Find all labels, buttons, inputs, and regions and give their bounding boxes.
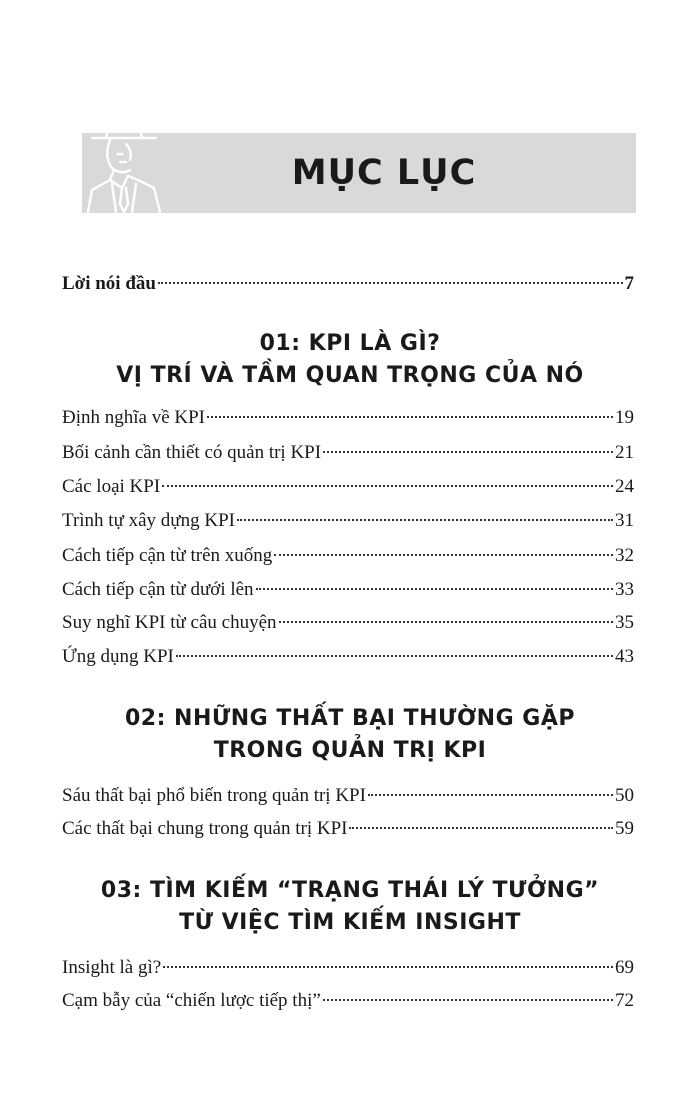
toc-entry-label: Suy nghĩ KPI từ câu chuyện xyxy=(62,612,277,633)
toc-entry-page: 72 xyxy=(615,990,634,1011)
toc-entry-page: 31 xyxy=(615,510,634,531)
toc-entry xyxy=(62,474,634,500)
toc-entry xyxy=(62,508,634,534)
page-title: MỤC LỤC xyxy=(291,153,477,193)
dot-leader xyxy=(279,621,613,623)
toc-entry-page: 59 xyxy=(615,818,634,839)
toc-entry-label: Cách tiếp cận từ dưới lên xyxy=(62,579,254,600)
toc-entry-page: 21 xyxy=(615,442,634,463)
section-heading-01 xyxy=(40,328,660,392)
toc-entry-label: Trình tự xây dựng KPI xyxy=(62,510,235,531)
toc-entry-page: 19 xyxy=(615,407,634,428)
toc-entry-label: Ứng dụng KPI xyxy=(62,646,174,667)
toc-entry-preface xyxy=(62,271,634,297)
toc-entry xyxy=(62,543,634,569)
toc-entry-page: 33 xyxy=(615,579,634,600)
section-heading-line: 01: KPI LÀ GÌ? xyxy=(259,331,441,356)
dot-leader xyxy=(237,519,613,521)
toc-entry-page: 69 xyxy=(615,957,634,978)
dot-leader xyxy=(323,451,613,453)
toc-entry-label: Các loại KPI xyxy=(62,476,161,497)
dot-leader xyxy=(163,966,613,968)
toc-entry-page: 24 xyxy=(615,476,634,497)
toc-entry-page: 35 xyxy=(615,612,634,633)
toc-entry xyxy=(62,783,634,809)
section-heading-03 xyxy=(40,875,660,939)
dot-leader xyxy=(256,588,613,590)
toc-entry-label: Cách tiếp cận từ trên xuống xyxy=(62,545,273,566)
toc-entry-page: 32 xyxy=(615,545,634,566)
dot-leader xyxy=(176,655,613,657)
toc-entry xyxy=(62,610,634,636)
section-heading-line: TỪ VIỆC TÌM KIẾM INSIGHT xyxy=(179,910,521,935)
toc-entry-label: Cạm bẫy của “chiến lược tiếp thị” xyxy=(62,990,321,1011)
toc-entry-page: 7 xyxy=(624,273,634,294)
toc-entry xyxy=(62,577,634,603)
section-heading-line: 03: TÌM KIẾM “TRẠNG THÁI LÝ TƯỞNG” xyxy=(100,878,600,903)
toc-entry xyxy=(62,644,634,670)
toc-entry xyxy=(62,955,634,981)
section-heading-line: TRONG QUẢN TRỊ KPI xyxy=(213,738,487,763)
toc-entry xyxy=(62,405,634,431)
toc-entry-label: Sáu thất bại phổ biến trong quản trị KPI xyxy=(62,785,366,806)
dot-leader xyxy=(274,554,613,556)
section-heading-line: 02: NHỮNG THẤT BẠI THƯỜNG GẶP xyxy=(124,706,575,731)
toc-entry-label: Bối cảnh cần thiết có quản trị KPI xyxy=(62,442,322,463)
section-heading-line: VỊ TRÍ VÀ TẦM QUAN TRỌNG CỦA NÓ xyxy=(116,363,584,388)
dot-leader xyxy=(162,485,613,487)
toc-entry-label: Định nghĩa về KPI xyxy=(62,407,206,428)
dot-leader xyxy=(349,827,613,829)
dot-leader xyxy=(323,999,613,1001)
dot-leader xyxy=(158,282,623,284)
dot-leader xyxy=(368,794,613,796)
toc-entry-label: Insight là gì? xyxy=(62,957,162,978)
toc-entry xyxy=(62,816,634,842)
toc-entry-label: Lời nói đầu xyxy=(62,273,156,294)
toc-entry xyxy=(62,988,634,1014)
section-heading-02 xyxy=(40,703,660,767)
toc-entry-page: 43 xyxy=(615,646,634,667)
dot-leader xyxy=(207,416,613,418)
toc-entry xyxy=(62,440,634,466)
toc-entry-label: Các thất bại chung trong quản trị KPI xyxy=(62,818,348,839)
toc-entry-page: 50 xyxy=(615,785,634,806)
